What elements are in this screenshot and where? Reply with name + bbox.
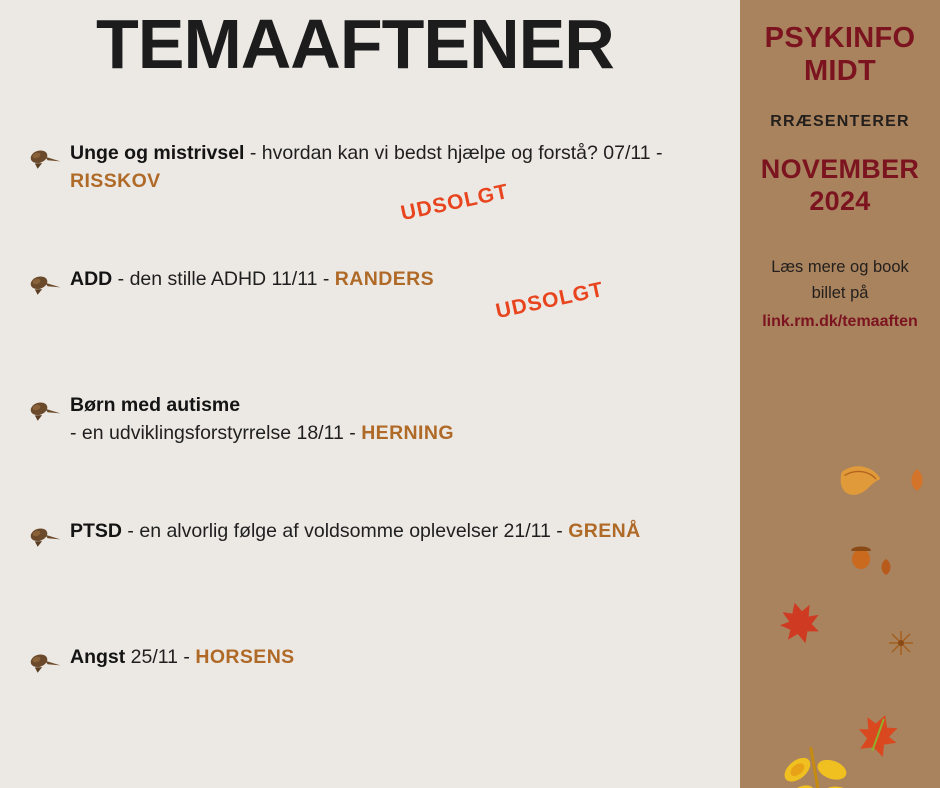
status-badge: UDSOLGT bbox=[398, 179, 511, 226]
leaf-icon bbox=[878, 558, 894, 581]
event-title: Angst bbox=[70, 646, 126, 668]
event-title: ADD bbox=[70, 268, 113, 290]
sidebar bbox=[740, 0, 940, 788]
pushpin-icon bbox=[28, 648, 62, 678]
event-description: - den stille ADHD 11/11 - bbox=[112, 268, 335, 290]
event-city: HERNING bbox=[361, 421, 454, 444]
acorn-icon bbox=[848, 540, 874, 575]
pushpin-icon bbox=[28, 270, 62, 300]
list-item[interactable] bbox=[0, 642, 740, 768]
booking-info bbox=[740, 255, 940, 334]
event-title: Børn med autisme bbox=[70, 394, 241, 416]
event-city: RANDERS bbox=[334, 268, 435, 290]
pushpin-icon bbox=[28, 144, 62, 174]
month-label: NOVEMBER bbox=[760, 153, 920, 184]
event-text bbox=[70, 516, 641, 546]
leaf-icon bbox=[908, 468, 926, 497]
event-city: GRENÅ bbox=[568, 520, 641, 542]
leaf-icon bbox=[778, 742, 868, 788]
event-title: Unge og mistrivsel bbox=[70, 142, 245, 164]
booking-link[interactable]: link.rm.dk/temaaften bbox=[762, 312, 918, 330]
brand-name bbox=[740, 22, 940, 89]
list-item[interactable] bbox=[0, 390, 740, 516]
pushpin-icon bbox=[28, 396, 62, 426]
page-title: TEMAAFTENER bbox=[96, 5, 614, 83]
event-text bbox=[70, 642, 295, 672]
event-title: PTSD bbox=[70, 520, 123, 542]
event-city: HORSENS bbox=[195, 646, 295, 668]
event-description: - en alvorlig følge af voldsomme oplevelser 21/11 - bbox=[122, 520, 569, 542]
seed-icon bbox=[888, 630, 914, 661]
brand-line-1: PSYKINFO bbox=[764, 22, 916, 54]
date-block bbox=[740, 153, 940, 218]
pushpin-icon bbox=[28, 522, 62, 552]
event-text bbox=[70, 138, 670, 226]
event-text bbox=[70, 264, 606, 324]
leaf-icon bbox=[836, 460, 882, 505]
event-text bbox=[70, 390, 454, 447]
year-label: 2024 bbox=[809, 186, 871, 217]
event-description: - en udviklingsforstyrrelse 18/11 - bbox=[70, 421, 362, 444]
event-description: - hvordan kan vi bedst hjælpe og forstå? 07/11 - bbox=[244, 142, 663, 164]
list-item[interactable] bbox=[0, 138, 740, 264]
presents-label: RRÆSENTERER bbox=[770, 112, 910, 130]
brand-line-2: MIDT bbox=[803, 55, 877, 88]
list-item[interactable] bbox=[0, 264, 740, 390]
event-description: 25/11 - bbox=[125, 646, 196, 668]
status-badge: UDSOLGT bbox=[493, 277, 606, 324]
list-item[interactable] bbox=[0, 516, 740, 642]
maple-leaf-icon bbox=[778, 600, 822, 651]
event-list bbox=[0, 138, 740, 768]
booking-text: Læs mere og book billet på bbox=[771, 258, 909, 303]
event-city: RISSKOV bbox=[70, 169, 161, 192]
